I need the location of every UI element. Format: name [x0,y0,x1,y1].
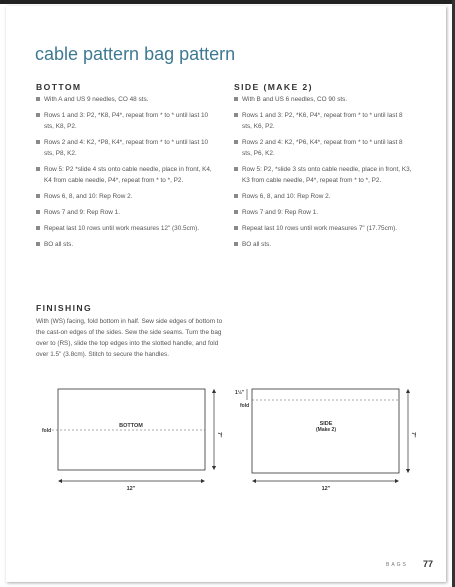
side-step: Repeat last 10 rows until work measures 7" (17.75cm). [234,223,414,234]
bottom-step: Rows 7 and 9: Rep Row 1. [36,207,216,218]
footer-section-label: BAGS [386,562,408,568]
bottom-fold-label: fold [42,428,52,434]
finishing-heading: FINISHING [36,303,93,313]
bottom-step: Rows 6, 8, and 10: Rep Row 2. [36,191,216,202]
side-heading: SIDE (MAKE 2) [234,82,313,92]
side-step: Row 5: P2, *slide 3 sts onto cable needle, place in front, K3, K3 from cable needle, P4*, repeat from * to *, P2. [234,164,414,186]
side-fold-label: fold [240,403,250,409]
side-step: Rows 1 and 3: P2, *K6, P4*, repeat from * to * until last 8 sts, K6, P2. [234,110,414,132]
side-height-label: 7" [410,432,416,438]
side-width-label: 12" [321,486,331,492]
side-piece-label: SIDE [319,421,333,427]
side-step: Rows 7 and 9: Rep Row 1. [234,207,414,218]
bottom-step: Rows 1 and 3: P2, *K8, P4*, repeat from * to * until last 10 sts, K8, P2. [36,110,216,132]
bottom-piece-outline [58,389,205,470]
side-step: BO all sts. [234,239,414,250]
bottom-piece-label: BOTTOM [119,423,143,429]
bottom-height-label: 7" [216,432,222,438]
bottom-step: BO all sts. [36,239,216,250]
page-number: 77 [423,559,434,569]
side-step: With B and US 6 needles, CO 90 sts. [234,94,414,105]
side-top-label: 1½" [235,390,245,396]
side-piece-sublabel: (Make 2) [315,427,337,433]
bottom-step: With A and US 9 needles, CO 48 sts. [36,94,216,105]
bottom-step: Repeat last 10 rows until work measures 12" (30.5cm). [36,223,216,234]
bottom-step: Row 5: P2 *slide 4 sts onto cable needle, place in front, K4, K4 from cable needle, P4*, repeat from * to *, P2. [36,164,216,186]
side-step: Rows 6, 8, and 10: Rep Row 2. [234,191,414,202]
bottom-heading: BOTTOM [36,82,82,92]
side-step: Rows 2 and 4: K2, *P6, K4*, repeat from * to * until last 8 sts, P6, K2. [234,137,414,159]
bottom-width-label: 12" [126,486,136,492]
finishing-text: With (WS) facing, fold bottom in half. Sew side edges of bottom to the cast-on edges of the sides. Sew the side seams. Turn the bag over to (RS), slide the top edges into the slotted handle, and fold over 1.5" (3.8cm). Stitch to secure the handles. [36,318,223,358]
bottom-step: Rows 2 and 4: K2, *P8, K4*, repeat from * to * until last 10 sts, P8, K2. [36,137,216,159]
page-title: cable pattern bag pattern [35,44,236,64]
